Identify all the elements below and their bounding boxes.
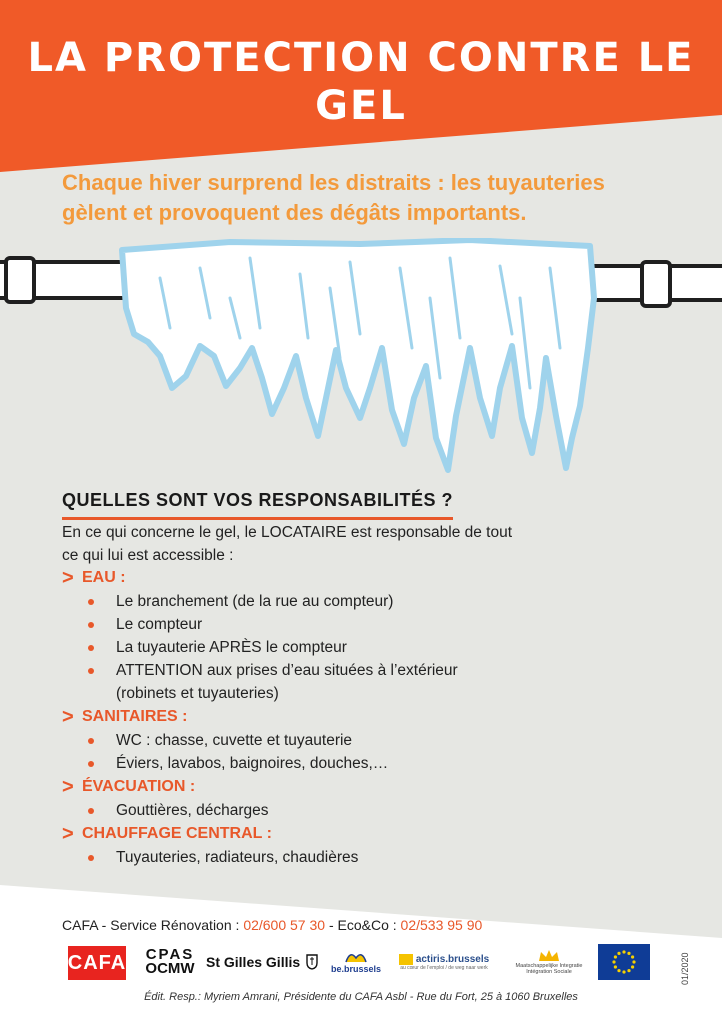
contact-org-2: - Eco&Co : — [325, 917, 401, 933]
integration-text-nl: Maatschappelijke Integratie — [515, 963, 583, 969]
category-eau — [62, 566, 662, 705]
list-item: Tuyauteries, radiateurs, chaudières — [88, 846, 662, 869]
cafa-logo: CAFA — [68, 946, 126, 980]
responsibilities-lead — [62, 521, 582, 567]
st-gilles-logo — [206, 942, 318, 982]
intro-line-2: gèlent et provoquent des dégâts importants. — [62, 200, 527, 225]
integration-logo — [514, 942, 584, 982]
frozen-pipe-illustration — [0, 238, 722, 478]
category-sanitaires — [62, 705, 662, 775]
list-item-continuation: (robinets et tuyauteries) — [116, 685, 279, 702]
category-chauffage — [62, 822, 662, 869]
intro-line-1: Chaque hiver surprend les distraits : les tuyauteries — [62, 170, 605, 195]
be-brussels-logo — [332, 942, 380, 982]
contact-org-1: CAFA - Service Rénovation : — [62, 917, 244, 933]
cpas-ocmw-logo — [142, 942, 198, 982]
st-gilles-text: St Gilles Gillis — [206, 954, 301, 970]
chevron-right-icon: > — [62, 823, 74, 845]
crown-icon — [537, 949, 561, 963]
chevron-right-icon: > — [62, 776, 74, 798]
responsibility-categories — [62, 566, 662, 869]
phone-link-2[interactable]: 02/533 95 90 — [400, 917, 483, 933]
intro-text — [62, 168, 682, 228]
actiris-logo — [394, 942, 494, 982]
list-item: Éviers, lavabos, baignoires, douches,… — [88, 752, 662, 775]
list-item: ATTENTION aux prises d’eau situées à l’extérieur — [88, 659, 662, 682]
ocmw-text: OCMW — [145, 960, 195, 977]
iris-icon — [342, 950, 370, 964]
responsibilities-heading: QUELLES SONT VOS RESPONSABILITÉS ? — [62, 490, 453, 520]
lead-line-2: ce qui lui est accessible : — [62, 547, 234, 564]
eu-flag-icon — [598, 944, 650, 980]
phone-link-1[interactable]: 02/600 57 30 — [243, 917, 326, 933]
chevron-right-icon: > — [62, 567, 74, 589]
coat-of-arms-icon — [306, 954, 318, 970]
integration-text-fr: Intégration Sociale — [526, 969, 572, 975]
list-item: Gouttières, décharges — [88, 799, 662, 822]
publication-date: 01/2020 — [680, 952, 690, 985]
category-label: CHAUFFAGE CENTRAL : — [82, 825, 272, 842]
be-brussels-text: be.brussels — [330, 964, 382, 974]
list-item: Le compteur — [88, 613, 662, 636]
actiris-tagline: au cœur de l’emploi / de weg naar werk — [400, 964, 488, 971]
list-item: Le branchement (de la rue au compteur) — [88, 590, 662, 613]
category-label: SANITAIRES : — [82, 708, 188, 725]
actiris-text: actiris.brussels — [399, 954, 489, 965]
editor-responsible: Édit. Resp.: Myriem Amrani, Présidente du CAFA Asbl - Rue du Fort, 25 à 1060 Bruxelles — [144, 991, 578, 1003]
category-label: ÉVACUATION : — [82, 778, 196, 795]
contact-line — [62, 917, 482, 933]
chevron-right-icon: > — [62, 706, 74, 728]
cpas-text: CPAS — [145, 946, 195, 963]
list-item: La tuyauterie APRÈS le compteur — [88, 636, 662, 659]
page-title: LA PROTECTION CONTRE LE GEL — [27, 35, 695, 129]
list-item: WC : chasse, cuvette et tuyauterie — [88, 729, 662, 752]
category-evacuation — [62, 775, 662, 822]
partner-logos — [62, 942, 662, 982]
lead-line-1: En ce qui concerne le gel, le LOCATAIRE est responsable de tout — [62, 524, 513, 541]
category-label: EAU : — [82, 569, 126, 586]
